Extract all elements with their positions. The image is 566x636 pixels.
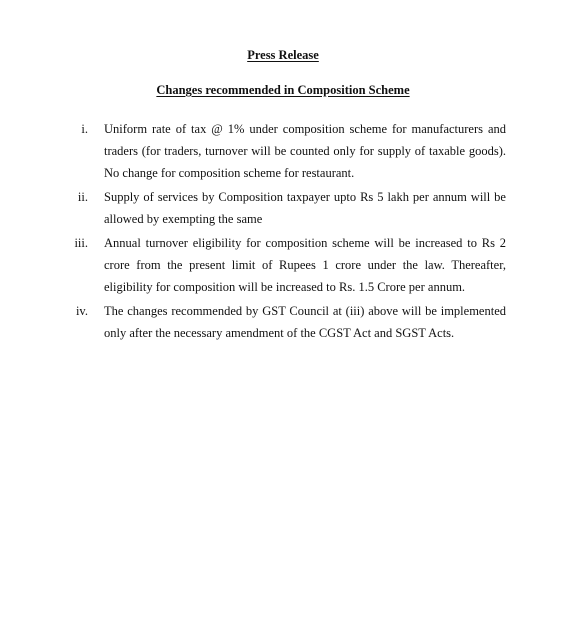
list-item-numeral: ii.: [77, 190, 88, 204]
list-item-text: The changes recommended by GST Council at (iii) above will be implemented only after the necessary amendment of the CGST Act and SGST Acts.: [104, 304, 506, 340]
page-title: Press Release: [247, 48, 319, 62]
section-heading: Changes recommended in Composition Scheme: [156, 83, 410, 97]
list-item: [0, 232, 566, 298]
list-item-numeral: i.: [81, 122, 88, 136]
list-item: [0, 118, 566, 184]
list-item-numeral: iv.: [75, 304, 88, 318]
list-item-text: Supply of services by Composition taxpayer upto Rs 5 lakh per annum will be allowed by exempting the same: [104, 190, 506, 226]
list-item: [0, 186, 566, 230]
recommendations-list: [0, 118, 566, 346]
list-item-text: Uniform rate of tax @ 1% under composition scheme for manufacturers and traders (for traders, turnover will be counted only for supply of taxable goods). No change for composition scheme for restaurant.: [104, 122, 506, 180]
list-item-text: Annual turnover eligibility for composition scheme will be increased to Rs 2 crore from the present limit of Rupees 1 crore under the law. Thereafter, eligibility for composition will be increased to Rs. 1.5 Crore per annum.: [104, 236, 506, 294]
list-item-numeral: iii.: [74, 236, 88, 250]
list-item: [0, 300, 566, 344]
